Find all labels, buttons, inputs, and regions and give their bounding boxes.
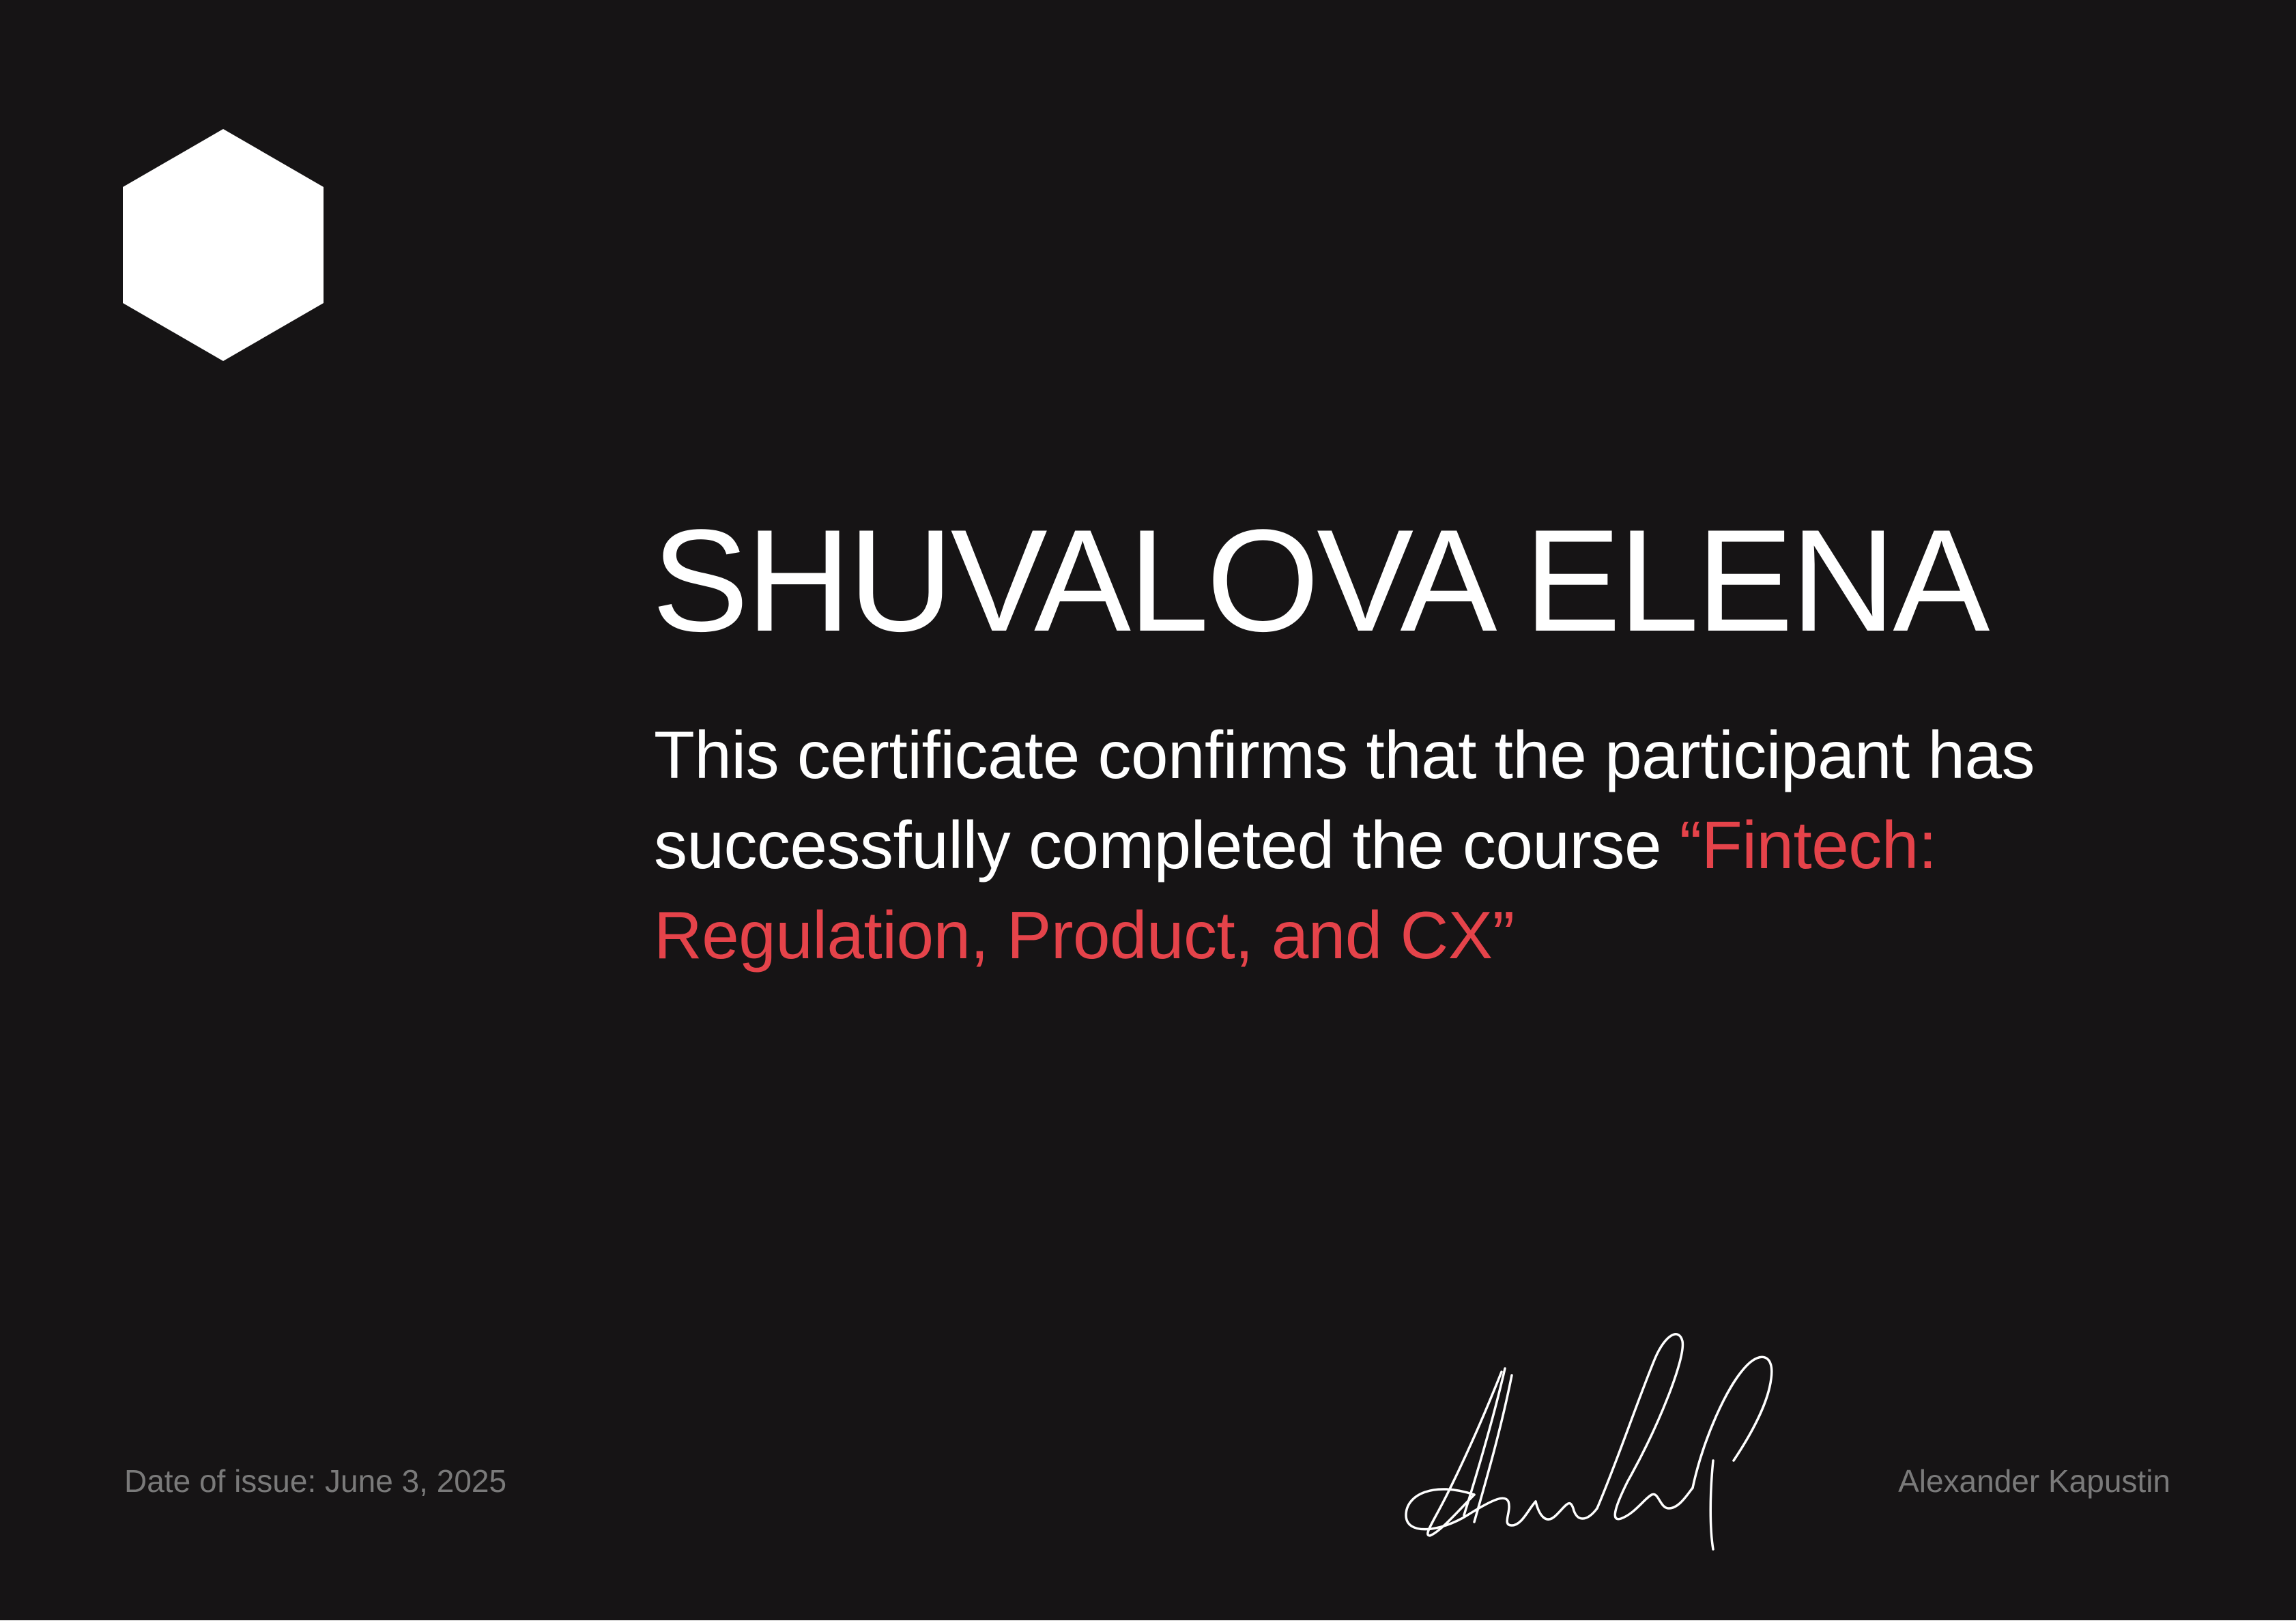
participant-name: SHUVALOVA ELENA xyxy=(652,500,1988,662)
statement-text: This certificate confirms that the participant has successfully completed the course xyxy=(654,717,2035,882)
signer-name: Alexander Kapustin xyxy=(1898,1463,2170,1499)
signature-icon xyxy=(1392,1290,1788,1563)
certificate-statement xyxy=(654,710,2183,980)
hexagon-icon xyxy=(123,129,324,361)
course-title: “Fintech: Regulation, Product, and CX” xyxy=(654,807,1937,973)
date-of-issue: Date of issue: June 3, 2025 xyxy=(124,1463,507,1499)
